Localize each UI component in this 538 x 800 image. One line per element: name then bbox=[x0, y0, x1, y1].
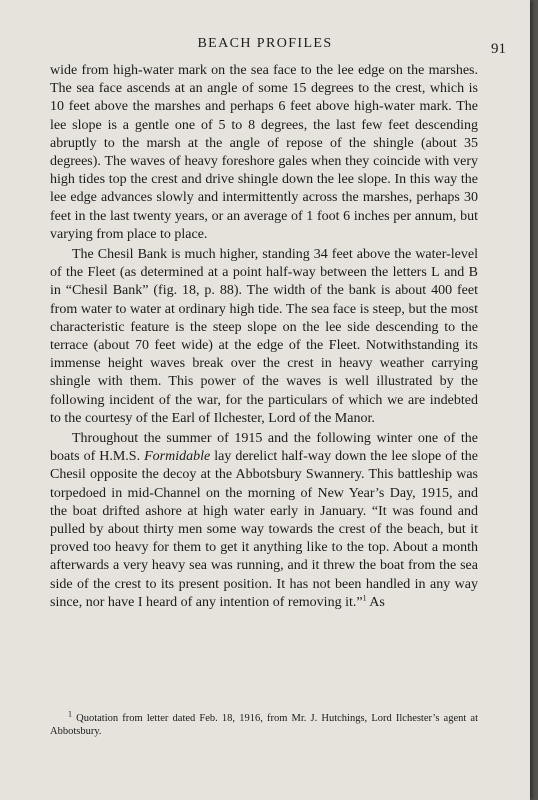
paragraph-3-end: As bbox=[366, 594, 385, 610]
page-header bbox=[0, 36, 530, 60]
page-number: 91 bbox=[491, 41, 506, 57]
body-text bbox=[50, 62, 478, 614]
footnote bbox=[50, 709, 478, 738]
paragraph-3 bbox=[50, 430, 478, 612]
ship-name: Formidable bbox=[144, 449, 211, 465]
paragraph-2 bbox=[50, 246, 478, 428]
paragraph-2-text-a: The Chesil Bank is much higher, standing 34 feet above the water-level of the Fleet (as determined at a point half-way between the letters bbox=[50, 247, 478, 281]
paragraph-2-text-b: in “Chesil Bank” (fig. 18, p. 88). The width of the bank is about 400 feet from water to water at ordinary high tide. The sea face is steep, but the most characteristic feature is the steep slope on the lee side descending to the terrace (about 70 feet wide) at the edge of the Fleet. Notwithstanding its immense height waves break over the crest in heavy weather carrying shingle with them. This power of the waves is well illustrated by the following incident of the war, for the particulars of which we are indebted to the courtesy of the Earl of Ilchester, Lord of the Manor. bbox=[50, 283, 478, 426]
paragraph-3-text-b: lay derelict half-way down the lee slope of the Chesil opposite the decoy at the Abbotsbury Swannery. This battleship was torpedoed in mid-Channel on the morning of New Year’s Day, 1915, and the boat drifted ashore at high water early in January. “It was found and pulled by about thirty men some way towards the crest of the beach, but it proved too heavy for them to get it anything like to the top. About a month afterwards a very heavy sea was running, and it threw the boat from the sea side of the crest to its present position. It has not been handled in any way since, nor have I heard of any intention of removing it.” bbox=[50, 449, 478, 610]
footnote-reference: 1 bbox=[362, 593, 367, 603]
letter-b: B bbox=[468, 265, 478, 281]
paragraph-1: wide from high-water mark on the sea face to the lee edge on the marshes. The sea face ascends at an angle of some 15 degrees to the crest, which is 10 feet above the marshes and perhaps 6 feet above high-water mark. The lee slope is a gentle one of 5 to 8 degrees, the last few feet descending abruptly to the marsh at the angle of repose of the shingle (about 35 degrees). The waves of heavy foreshore gales when they coincide with very high tides top the crest and drive shingle down the lee slope. In this way the lee edge advances slowly and intermittently across the marshes, perhaps 30 feet in the last twenty years, or an average of 1 foot 6 inches per annum, but varying from place to place. bbox=[50, 63, 478, 242]
paragraph-2-and: and bbox=[439, 265, 469, 281]
footnote-marker: 1 bbox=[68, 709, 72, 719]
letter-l: L bbox=[431, 265, 440, 281]
footnote-text: Quotation from letter dated Feb. 18, 1916, from Mr. J. Hutchings, Lord Ilchester’s agent at Abbotsbury. bbox=[50, 713, 478, 737]
running-head: BEACH PROFILES bbox=[197, 36, 333, 51]
paragraph-3-text-a: Throughout the summer of 1915 and the following winter one of the boats of H.M.S. bbox=[50, 431, 478, 465]
